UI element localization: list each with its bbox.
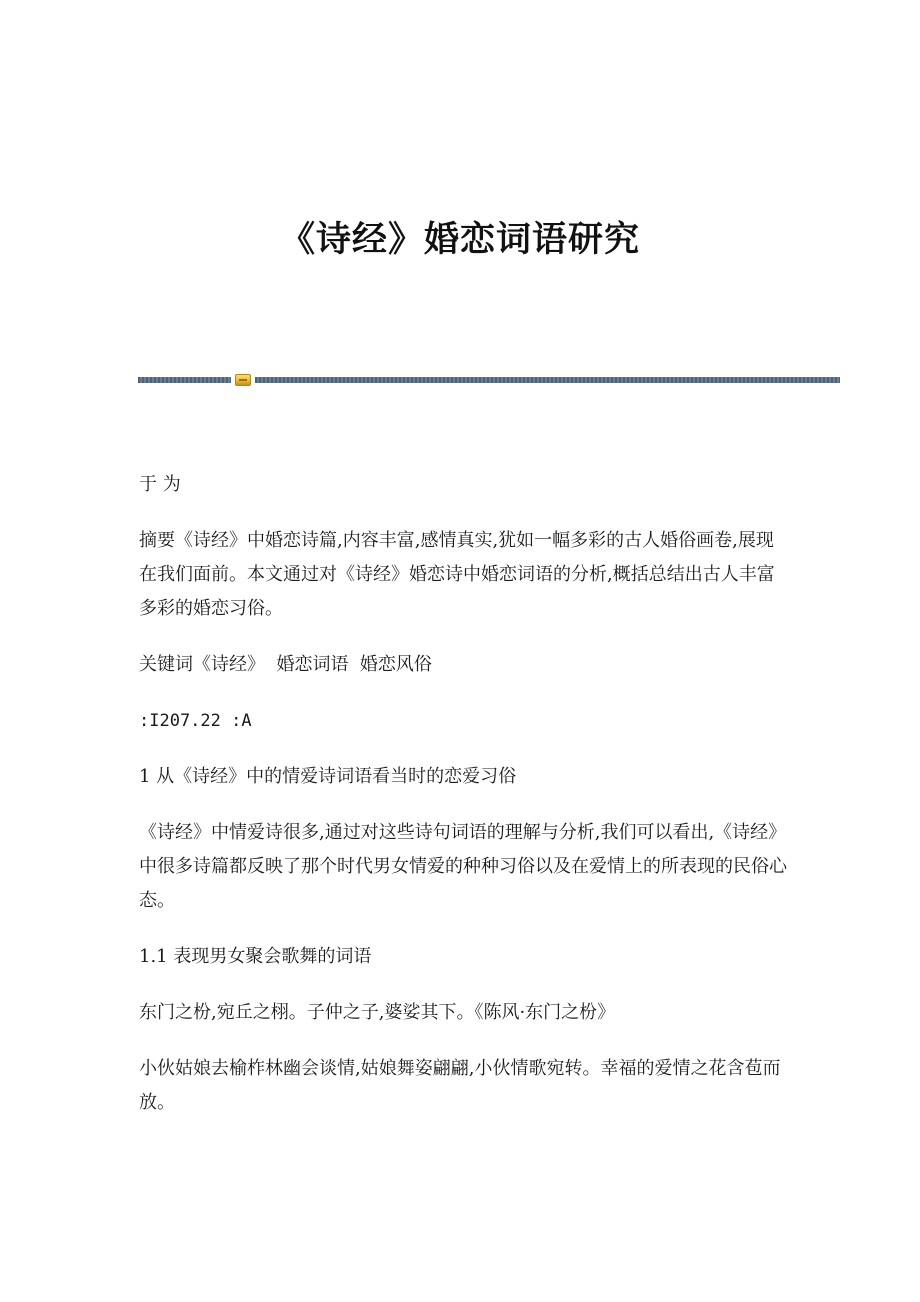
document-title: 《诗经》婚恋词语研究 [279, 220, 640, 260]
document-body [139, 468, 789, 1120]
keywords: 关键词《诗经》 婚恋词语 婚恋风俗 [139, 654, 432, 675]
quote-explanation: 小伙姑娘去榆柞林幽会谈情,姑娘舞姿翩翩,小伙情歌宛转。幸福的爱情之花含苞而放。 [139, 1058, 781, 1113]
section-heading: 1 从《诗经》中的情爱诗词语看当时的恋爱习俗 [139, 766, 517, 787]
divider-bar-right [255, 377, 840, 383]
abstract: 摘要《诗经》中婚恋诗篇,内容丰富,感情真实,犹如一幅多彩的古人婚俗画卷,展现在我们面前。本文通过对《诗经》婚恋诗中婚恋词语的分析,概括总结出古人丰富多彩的婚恋习俗。 [139, 530, 775, 619]
divider-bar-left [138, 377, 231, 383]
author: 于 为 [139, 474, 181, 495]
divider-emblem-icon [235, 374, 251, 386]
subsection-heading: 1.1 表现男女聚会歌舞的词语 [139, 946, 372, 967]
classification-number: :I207.22 :A [139, 711, 252, 731]
title-divider [138, 374, 840, 386]
poem-quote: 东门之枌,宛丘之栩。子仲之子,婆娑其下。《陈风·东门之枌》 [139, 1002, 616, 1023]
section-paragraph: 《诗经》中情爱诗很多,通过对这些诗句词语的理解与分析,我们可以看出,《诗经》中很多诗篇都反映了那个时代男女情爱的种种习俗以及在爱情上的所表现的民俗心态。 [139, 822, 787, 911]
